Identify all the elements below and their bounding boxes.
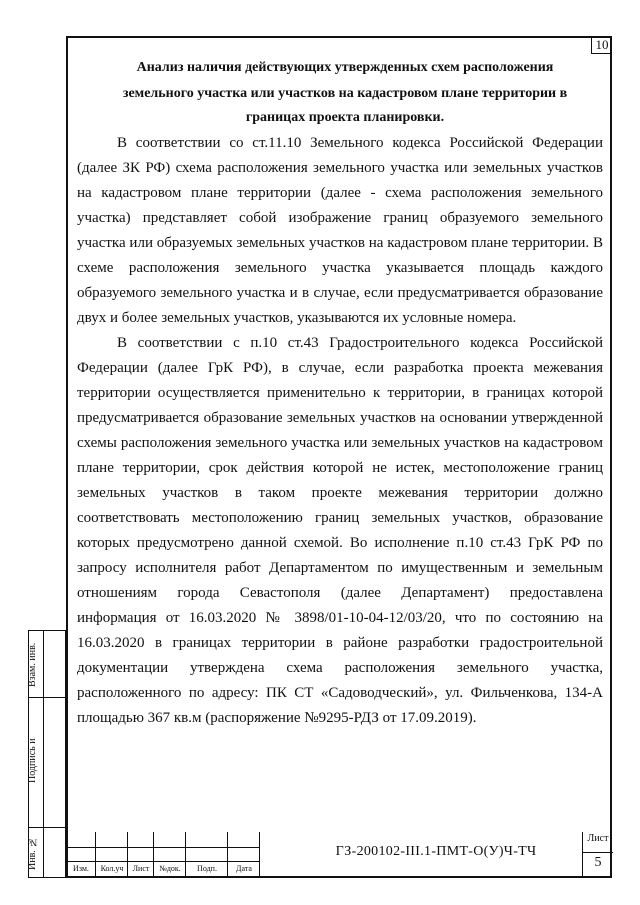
side-label-podpis: Подпись и [27, 738, 38, 784]
revision-grid [66, 832, 260, 878]
col-izm: Изм. [73, 864, 89, 873]
side-label-vzam: Взам. инв. [27, 642, 38, 688]
col-ndok: №док. [159, 864, 181, 873]
heading-line-1: Анализ наличия действующих утвержденных схем расположения [136, 60, 554, 75]
heading-line-3: границах проекта планировки. [245, 110, 445, 125]
heading-line-2: земельного участка или участков на кадастровом плане территории в [122, 86, 568, 101]
sheet-number: 10 [591, 36, 612, 54]
side-label-inv: Инв. № [27, 836, 38, 870]
page-number-box [582, 832, 613, 878]
side-stamp [28, 630, 66, 878]
col-kol-uch: Кол.уч [100, 864, 124, 873]
document-code: ГЗ-200102-III.1-ПМТ-О(У)Ч-ТЧ [335, 844, 537, 859]
title-block [66, 832, 612, 878]
paragraph-1: В соответствии со ст.11.10 Земельного кодекса Российской Федерации (далее ЗК РФ) схема расположения земельного участка или земельных участков на кадастровом плане территории (далее - схема расположения земельного участка) представляет собой изображение границ образуемого земельного участка или образуемых земельных участков на кадастровом плане территории. В схеме расположения земельного участка указывается площадь каждого образуемого земельного участка и в случае, если предусматривается образование двух и более земельных участков, указываются их условные номера. [77, 135, 603, 326]
paragraph-2: В соответствии с п.10 ст.43 Градостроительного кодекса Российской Федерации (далее ГрК РФ), в случае, если разработка проекта межевания территории осуществляется применительно к территории, в границах которой предусматривается образование земельных участков на основании утвержденной схемы расположения земельного участка или земельных участков на кадастровом плане территории, срок действия которой не истек, местоположение границ земельных участков в таком проекте межевания территории должно соответствовать местоположению границ земельных участков, образование которых предусмотрено данной схемой. Во исполнение п.10 ст.43 ГрК РФ по запросу исполнителя работ Департаментом по имущественным и земельным отношениям города Севастополя (далее Департамент) предоставлена информация от 16.03.2020 № 3898/01-10-04-12/03/20, что по состоянию на 16.03.2020 в границах территории в районе разработки градостроительной документации утверждена схема расположения земельного участка, расположенного по адресу: ПК СТ «Садоводческий», ул. Фильченкова, 134-А площадью 367 кв.м (распоряжение №9295-РДЗ от 17.09.2019). [77, 335, 603, 726]
page-number: 5 [583, 852, 613, 871]
col-list: Лист [132, 864, 150, 873]
col-podp: Подп. [197, 864, 217, 873]
list-label: Лист [587, 833, 609, 844]
col-data: Дата [236, 864, 252, 873]
